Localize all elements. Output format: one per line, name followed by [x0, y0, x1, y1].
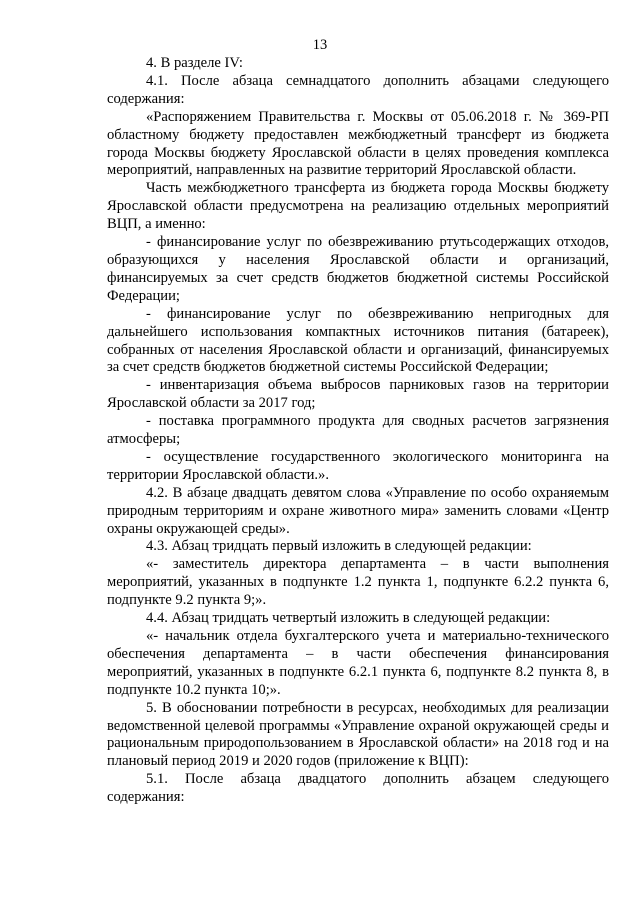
- list-item-mercury-waste: - финансирование услуг по обезвреживанию ртутьсодержащих отходов, образующихся у населения Ярославской области и организаций, финансируемых за счет средств бюджетов бюджетной системы Российской Федерации;: [107, 234, 609, 304]
- paragraph-4-4: 4.4. Абзац тридцать четвертый изложить в следующей редакции:: [146, 610, 551, 627]
- paragraph-transfer-part: Часть межбюджетного трансферта из бюджета города Москвы бюджету Ярославской области предусмотрена на реализацию отдельных мероприятий ВЦП, а именно:: [107, 180, 609, 233]
- paragraph-4-1: 4.1. После абзаца семнадцатого дополнить абзацами следующего содержания:: [107, 72, 609, 107]
- paragraph-4-2: 4.2. В абзаце двадцать девятом слова «Управление по особо охраняемым природным территориям и охране животного мира» заменить словами «Центр охраны окружающей среды».: [107, 484, 609, 537]
- paragraph-deputy-director: «- заместитель директора департамента – в части выполнения мероприятий, указанных в подпункте 1.2 пункта 1, подпункте 6.2.2 пункта 6, подпункте 9.2 пункта 9;».: [107, 556, 609, 609]
- list-item-monitoring: - осуществление государственного экологического мониторинга на территории Ярославской области.».: [107, 448, 609, 483]
- paragraph-accounting-head: «- начальник отдела бухгалтерского учета и материально-технического обеспечения департамента – в части обеспечения финансирования мероприятий, указанных в подпункте 6.2.1 пункта 6, подпункте 8.2 пункта 8, в подпункте 10.2 пункта 10;».: [107, 628, 609, 698]
- paragraph-5-1: 5.1. После абзаца двадцатого дополнить абзацем следующего содержания:: [107, 771, 609, 806]
- paragraph-4-3: 4.3. Абзац тридцать первый изложить в следующей редакции:: [146, 538, 532, 555]
- document-body: [107, 55, 609, 807]
- list-item-batteries: - финансирование услуг по обезвреживанию непригодных для дальнейшего использования компактных источников питания (батареек), собранных от населения Ярославской области и организаций, финансируемых за счет средств бюджетов бюджетной системы Российской Федерации;: [107, 305, 609, 376]
- list-item-greenhouse-gases: - инвентаризация объема выбросов парниковых газов на территории Ярославской области за 2017 год;: [107, 377, 609, 412]
- list-item-software: - поставка программного продукта для сводных расчетов загрязнения атмосферы;: [107, 413, 609, 448]
- paragraph-5: 5. В обосновании потребности в ресурсах, необходимых для реализации ведомственной целевой программы «Управление охраной окружающей среды и рациональным природопользованием в Ярославской области» на 2018 год и на плановый период 2019 и 2020 годов (приложение к ВЦП):: [107, 699, 609, 770]
- page-number: 13: [312, 37, 328, 53]
- paragraph-section-4-heading: 4. В разделе IV:: [146, 55, 243, 71]
- paragraph-moscow-decree: «Распоряжением Правительства г. Москвы от 05.06.2018 г. № 369-РП областному бюджету предоставлен межбюджетный трансферт из бюджета города Москвы бюджету Ярославской области в целях проведения комплекса мероприятий, направленных на развитие территорий Ярославской области.: [107, 108, 609, 179]
